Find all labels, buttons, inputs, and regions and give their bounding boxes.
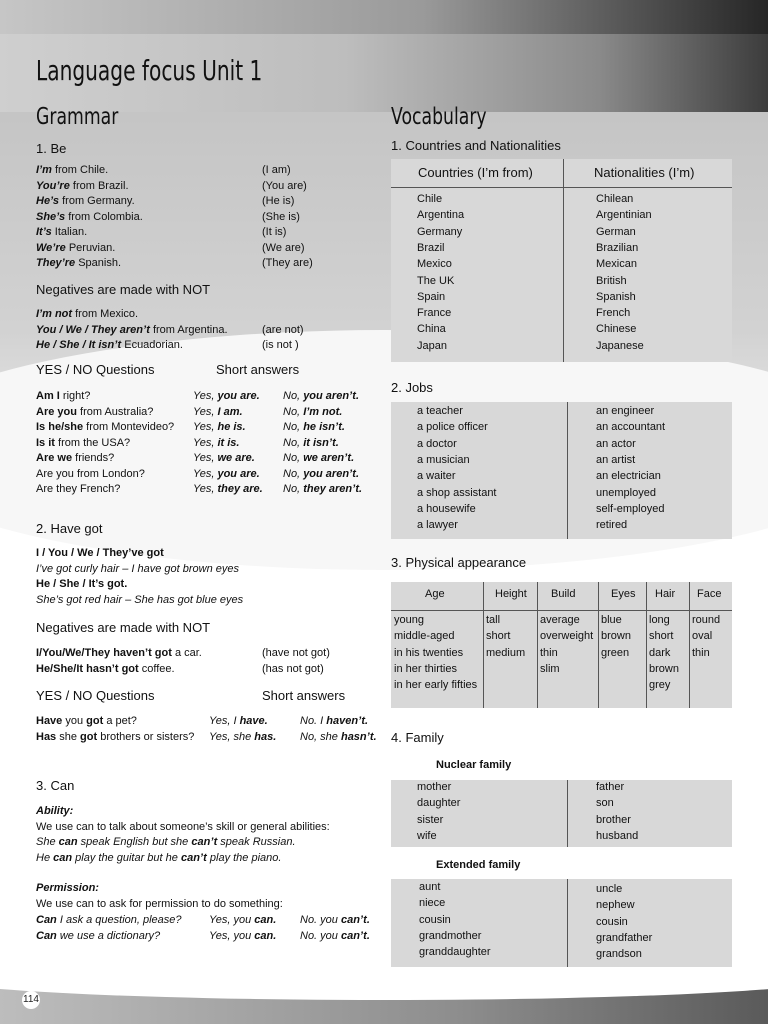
be-statement (36, 195, 135, 207)
permission-question (36, 914, 182, 926)
be-yes-answer-bold: they are. (217, 483, 263, 495)
be-statement-bold: You’re (36, 179, 70, 192)
be-no-answer-bold: we aren’t. (303, 452, 355, 464)
permission-no-answer (300, 914, 370, 926)
nationality-item: British (596, 274, 627, 287)
be-statement (36, 242, 115, 254)
physical-cell: oval (692, 630, 713, 643)
nationality-item: Spanish (596, 290, 636, 303)
nationality-item: Mexican (596, 258, 637, 271)
be-yes-answer-pre: Yes, (193, 421, 218, 433)
have-got-no-answer (300, 715, 368, 727)
have-got-question-bold: Have (36, 715, 63, 727)
physical-cell: dark (649, 646, 671, 659)
nationalities-col-header: Nationalities (I’m) (594, 165, 695, 180)
physical-col-divider (483, 582, 484, 708)
be-statement-bold: We’re (36, 241, 66, 254)
physical-cell: tall (486, 614, 501, 626)
be-question-bold: Is it (36, 436, 55, 449)
have-got-question-text: you (62, 715, 87, 727)
be-no-answer-bold: they aren’t. (303, 483, 363, 495)
have-got-questions-heading: YES / NO Questions (36, 688, 155, 703)
have-got-yes-answer-bold: has. (254, 730, 277, 743)
be-yes-answer (193, 437, 239, 449)
physical-cell: brown (601, 630, 631, 643)
have-got-negative (36, 663, 175, 675)
permission-no-answer-pre: No. you (300, 914, 341, 926)
extended-family-item: grandmother (419, 929, 482, 942)
be-questions-heading: YES / NO Questions (36, 362, 155, 377)
extended-family-table (391, 879, 732, 967)
nationality-item: Argentinian (596, 209, 652, 222)
be-question-text: right? (59, 390, 91, 402)
be-no-answer (283, 406, 342, 418)
be-statement-bold: He’s (36, 195, 60, 207)
physical-cell: overweight (540, 630, 594, 643)
physical-col-header: Height (495, 588, 527, 600)
be-yes-answer-pre: Yes, (193, 436, 218, 449)
extended-family-item: nephew (596, 899, 635, 912)
have-got-no-answer-pre: No. I (300, 715, 327, 727)
have-got-line-4: She’s got red hair – She has got blue eyes (36, 594, 244, 606)
extended-family-item: cousin (596, 915, 628, 928)
physical-cell: short (486, 630, 511, 643)
be-statement (36, 226, 87, 238)
be-statement-note: (We are) (262, 241, 305, 254)
be-question-text: from Australia? (76, 405, 154, 418)
physical-cell: green (601, 646, 630, 659)
permission-no-answer-pre: No. you (300, 929, 341, 942)
be-negative-text: Ecuadorian. (121, 339, 183, 351)
be-statement (36, 257, 121, 269)
have-got-yes-answer-pre: Yes, she (209, 730, 255, 743)
have-got-negative-note: (have not got) (262, 647, 330, 659)
be-question-text: Are you from London? (36, 467, 145, 480)
extended-family-item: uncle (596, 883, 623, 895)
be-yes-answer-pre: Yes, (193, 452, 218, 464)
be-no-answer (283, 468, 359, 480)
be-statement (36, 211, 143, 223)
have-got-question (36, 715, 137, 727)
have-got-short-answers-heading: Short answers (262, 688, 346, 703)
permission-question-bold: Can (36, 914, 57, 926)
be-statement-note: (You are) (262, 179, 307, 192)
be-no-answer-pre: No, (283, 483, 304, 495)
permission-question (36, 930, 160, 942)
nuclear-family-item: sister (417, 813, 444, 826)
be-yes-answer (193, 406, 243, 418)
permission-no-answer-bold: can’t. (340, 929, 370, 942)
be-yes-answer (193, 468, 260, 480)
be-no-answer-bold: you aren’t. (303, 390, 360, 402)
nuclear-family-item: wife (417, 829, 437, 842)
be-no-answer-pre: No, (283, 436, 304, 449)
have-got-negative (36, 647, 202, 659)
physical-col-header: Face (697, 588, 722, 600)
be-negative (36, 339, 183, 351)
be-statement-text: Spanish. (75, 257, 122, 269)
jobs-heading: 2. Jobs (391, 380, 433, 395)
header-top-strip (0, 0, 768, 34)
extended-family-item: aunt (419, 881, 441, 893)
have-got-no-answer-pre: No, she (300, 730, 341, 743)
vocabulary-heading: Vocabulary (391, 104, 487, 130)
ability-example-2: He can play the guitar but he can’t play the piano. (36, 852, 282, 864)
nationality-item: Chinese (596, 323, 637, 336)
ability-example-1: She can speak English but she can’t speak Russian. (36, 836, 296, 848)
be-no-answer-pre: No, (283, 390, 304, 402)
be-statement (36, 164, 108, 176)
ability-text: We use can to talk about someone’s skill or general abilities: (36, 821, 330, 833)
be-yes-answer (193, 390, 260, 402)
be-question-text: from the USA? (54, 436, 131, 449)
page-number: 114 (22, 991, 40, 1009)
have-got-negative-note: (has not got) (262, 662, 324, 675)
physical-col-header: Hair (655, 588, 676, 600)
be-negative-note: (is not ) (262, 339, 299, 351)
physical-col-divider (646, 582, 647, 708)
job-item: a lawyer (417, 519, 458, 532)
be-negative-text: from Mexico. (72, 308, 139, 320)
be-statement-note: (She is) (262, 210, 300, 223)
countries-heading: 1. Countries and Nationalities (391, 138, 561, 153)
be-question (36, 483, 120, 495)
be-question (36, 452, 114, 464)
be-no-answer-pre: No, (283, 467, 304, 480)
be-yes-answer (193, 483, 263, 495)
have-got-heading: 2. Have got (36, 521, 103, 536)
be-statement-note: (They are) (262, 257, 313, 269)
country-item: Germany (417, 225, 463, 238)
physical-cell: average (540, 614, 580, 626)
be-statement (36, 180, 129, 192)
job-item: a doctor (417, 437, 457, 450)
physical-cell: round (692, 614, 721, 626)
have-got-negatives-heading: Negatives are made with NOT (36, 620, 211, 635)
physical-cell: medium (486, 646, 526, 659)
have-got-line-3: He / She / It’s got. (36, 578, 128, 590)
have-got-line-2: I’ve got curly hair – I have got brown eyes (36, 563, 239, 575)
be-negatives-heading: Negatives are made with NOT (36, 282, 211, 297)
be-negative (36, 324, 228, 336)
permission-yes-answer-pre: Yes, you (209, 914, 255, 926)
permission-question-text: we use a dictionary? (56, 929, 161, 942)
country-item: Brazil (417, 241, 445, 254)
nationality-item: German (596, 225, 636, 238)
permission-no-answer-bold: can’t. (340, 914, 370, 926)
have-got-question-bold: got (86, 715, 104, 727)
countries-table (391, 159, 732, 362)
physical-cell: in his twenties (394, 646, 464, 659)
be-no-answer (283, 452, 354, 464)
job-item: an accountant (596, 421, 666, 434)
be-question-bold: Are you (36, 405, 77, 418)
be-statement-bold: She’s (36, 210, 66, 223)
have-got-question-text: she (56, 730, 81, 743)
be-statement-text: Peruvian. (65, 241, 116, 254)
physical-cell: brown (649, 662, 679, 675)
extended-family-item: cousin (419, 913, 451, 926)
physical-cell: slim (540, 662, 560, 675)
be-question-bold: Am I (36, 390, 60, 402)
physical-cell: thin (540, 646, 558, 659)
country-item: Spain (417, 290, 446, 303)
nuclear-family-item: husband (596, 829, 639, 842)
can-heading: 3. Can (36, 778, 75, 793)
be-yes-answer-pre: Yes, (193, 467, 218, 480)
be-negative-note: (are not) (262, 323, 304, 336)
have-got-line-1: I / You / We / They’ve got (36, 547, 164, 559)
job-item: a police officer (417, 421, 488, 434)
be-no-answer-bold: it isn’t. (303, 436, 339, 449)
be-no-answer-pre: No, (283, 421, 304, 433)
physical-table (391, 582, 732, 708)
nuclear-family-table (391, 780, 732, 847)
be-yes-answer-pre: Yes, (193, 405, 218, 418)
have-got-negative-bold: He/She/It hasn’t got (36, 662, 139, 675)
permission-question-bold: Can (36, 929, 57, 942)
physical-col-divider (537, 582, 538, 708)
extended-family-item: granddaughter (419, 946, 491, 959)
country-item: Chile (417, 193, 443, 205)
be-no-answer (283, 483, 362, 495)
be-question (36, 437, 130, 449)
extended-family-item: grandson (596, 948, 642, 961)
family-heading: 4. Family (391, 730, 444, 745)
permission-yes-answer (209, 930, 276, 942)
be-no-answer-pre: No, (283, 452, 304, 464)
be-statement-note: (He is) (262, 195, 295, 207)
be-no-answer (283, 390, 359, 402)
nationality-item: Japanese (596, 339, 644, 352)
job-item: a housewife (417, 502, 476, 515)
page-title: Language focus Unit 1 (36, 54, 263, 87)
be-heading: 1. Be (36, 141, 67, 156)
be-yes-answer-pre: Yes, (193, 483, 218, 495)
physical-col-header: Eyes (611, 588, 636, 600)
be-statement-text: from Colombia. (65, 210, 143, 223)
nuclear-family-heading: Nuclear family (436, 759, 512, 771)
be-statement-bold: I’m (36, 164, 52, 176)
nuclear-family-item: brother (596, 813, 631, 826)
country-item: Argentina (417, 209, 465, 222)
be-no-answer-bold: I’m not. (303, 405, 343, 418)
be-short-answers-heading: Short answers (216, 362, 300, 377)
be-negative-bold: I’m not (36, 308, 73, 320)
permission-question-text: I ask a question, please? (56, 914, 182, 926)
have-got-negative-bold: I/You/We/They haven’t got (36, 647, 172, 659)
extended-family-item: niece (419, 897, 446, 910)
be-question (36, 406, 153, 418)
physical-cell: in her thirties (394, 662, 457, 675)
be-negative-text: from Argentina. (149, 323, 228, 336)
physical-col-divider (598, 582, 599, 708)
be-yes-answer (193, 452, 255, 464)
permission-yes-answer (209, 914, 276, 926)
have-got-yes-answer-bold: have. (239, 715, 268, 727)
be-statement-text: from Chile. (51, 164, 109, 176)
be-no-answer-bold: you aren’t. (303, 467, 360, 480)
be-question (36, 421, 174, 433)
physical-cell: short (649, 630, 674, 643)
job-item: a musician (417, 453, 470, 466)
have-got-no-answer-bold: haven’t. (326, 715, 369, 727)
be-no-answer-pre: No, (283, 405, 304, 418)
have-got-no-answer (300, 731, 377, 743)
physical-col-divider (689, 582, 690, 708)
have-got-question (36, 731, 194, 743)
job-item: an engineer (596, 405, 655, 417)
physical-cell: blue (601, 614, 622, 626)
have-got-negative-text: a car. (171, 647, 202, 659)
have-got-yes-answer-pre: Yes, I (209, 715, 240, 727)
nuclear-family-item: mother (417, 781, 452, 793)
country-item: China (417, 323, 446, 336)
be-negative-bold: He / She / It isn’t (36, 339, 122, 351)
be-yes-answer-bold: he is. (217, 421, 246, 433)
nationality-item: Chilean (596, 193, 634, 205)
be-yes-answer-bold: you are. (217, 390, 260, 402)
be-yes-answer (193, 421, 246, 433)
job-item: a teacher (417, 405, 463, 417)
be-statement-note: (It is) (262, 226, 287, 238)
job-item: unemployed (596, 486, 656, 499)
permission-no-answer (300, 930, 370, 942)
permission-text: We use can to ask for permission to do something: (36, 898, 283, 910)
be-question (36, 390, 90, 402)
country-item: France (417, 307, 452, 320)
have-got-negative-text: coffee. (138, 662, 175, 675)
nuclear-family-item: daughter (417, 797, 461, 810)
be-no-answer (283, 421, 345, 433)
country-item: Japan (417, 339, 447, 352)
have-got-yes-answer (209, 731, 276, 743)
be-question-bold: Are we (36, 452, 73, 464)
country-item: Mexico (417, 258, 452, 271)
be-negative (36, 308, 138, 320)
be-question-text: from Montevideo? (83, 421, 175, 433)
be-statement-text: from Germany. (59, 195, 135, 207)
physical-heading: 3. Physical appearance (391, 555, 527, 570)
physical-cell: in her early fifties (394, 679, 478, 692)
jobs-table (391, 402, 732, 539)
job-item: an electrician (596, 470, 661, 483)
nuclear-family-item: father (596, 781, 625, 793)
have-got-yes-answer (209, 715, 268, 727)
be-no-answer-bold: he isn’t. (303, 421, 345, 433)
be-yes-answer-bold: you are. (217, 467, 260, 480)
be-statement-text: Italian. (51, 226, 88, 238)
job-item: an artist (596, 453, 636, 466)
extended-family-heading: Extended family (436, 859, 521, 871)
be-negative-bold: You / We / They aren’t (36, 323, 150, 336)
permission-yes-answer-bold: can. (254, 929, 277, 942)
have-got-question-text: brothers or sisters? (97, 730, 195, 743)
physical-cell: grey (649, 679, 671, 692)
physical-col-header: Build (551, 588, 576, 600)
physical-cell: long (649, 614, 670, 626)
be-question-text: friends? (72, 452, 115, 464)
be-question-text: Are they French? (36, 483, 121, 495)
have-got-no-answer-bold: hasn’t. (340, 730, 377, 743)
ability-heading: Ability: (36, 805, 74, 817)
be-statement-bold: It’s (36, 226, 52, 238)
permission-yes-answer-bold: can. (254, 914, 277, 926)
physical-cell: middle-aged (394, 630, 455, 643)
be-question (36, 468, 145, 480)
be-yes-answer-bold: it is. (217, 436, 240, 449)
permission-heading: Permission: (36, 882, 99, 894)
be-statement-bold: They’re (36, 257, 76, 269)
permission-yes-answer-pre: Yes, you (209, 929, 255, 942)
job-item: an actor (596, 437, 636, 450)
job-item: self-employed (596, 502, 665, 515)
be-yes-answer-bold: I am. (217, 405, 243, 418)
be-yes-answer-bold: we are. (217, 452, 255, 464)
be-question-bold: Is he/she (36, 421, 84, 433)
nationality-item: French (596, 307, 631, 320)
countries-col-header: Countries (I’m from) (418, 165, 533, 180)
job-item: a waiter (417, 470, 456, 483)
physical-cell: thin (692, 646, 710, 659)
grammar-heading: Grammar (36, 104, 119, 130)
physical-col-header: Age (425, 588, 445, 600)
be-yes-answer-pre: Yes, (193, 390, 218, 402)
physical-cell: young (394, 614, 424, 626)
be-no-answer (283, 437, 339, 449)
job-item: a shop assistant (417, 486, 497, 499)
be-statement-note: (I am) (262, 164, 291, 176)
have-got-question-bold: got (80, 730, 98, 743)
have-got-question-bold: Has (36, 730, 57, 743)
job-item: retired (596, 519, 628, 532)
be-statement-text: from Brazil. (69, 179, 129, 192)
extended-family-item: grandfather (596, 931, 653, 944)
nuclear-family-item: son (596, 797, 614, 810)
have-got-question-text: a pet? (103, 715, 137, 727)
nationality-item: Brazilian (596, 241, 639, 254)
country-item: The UK (417, 274, 455, 287)
